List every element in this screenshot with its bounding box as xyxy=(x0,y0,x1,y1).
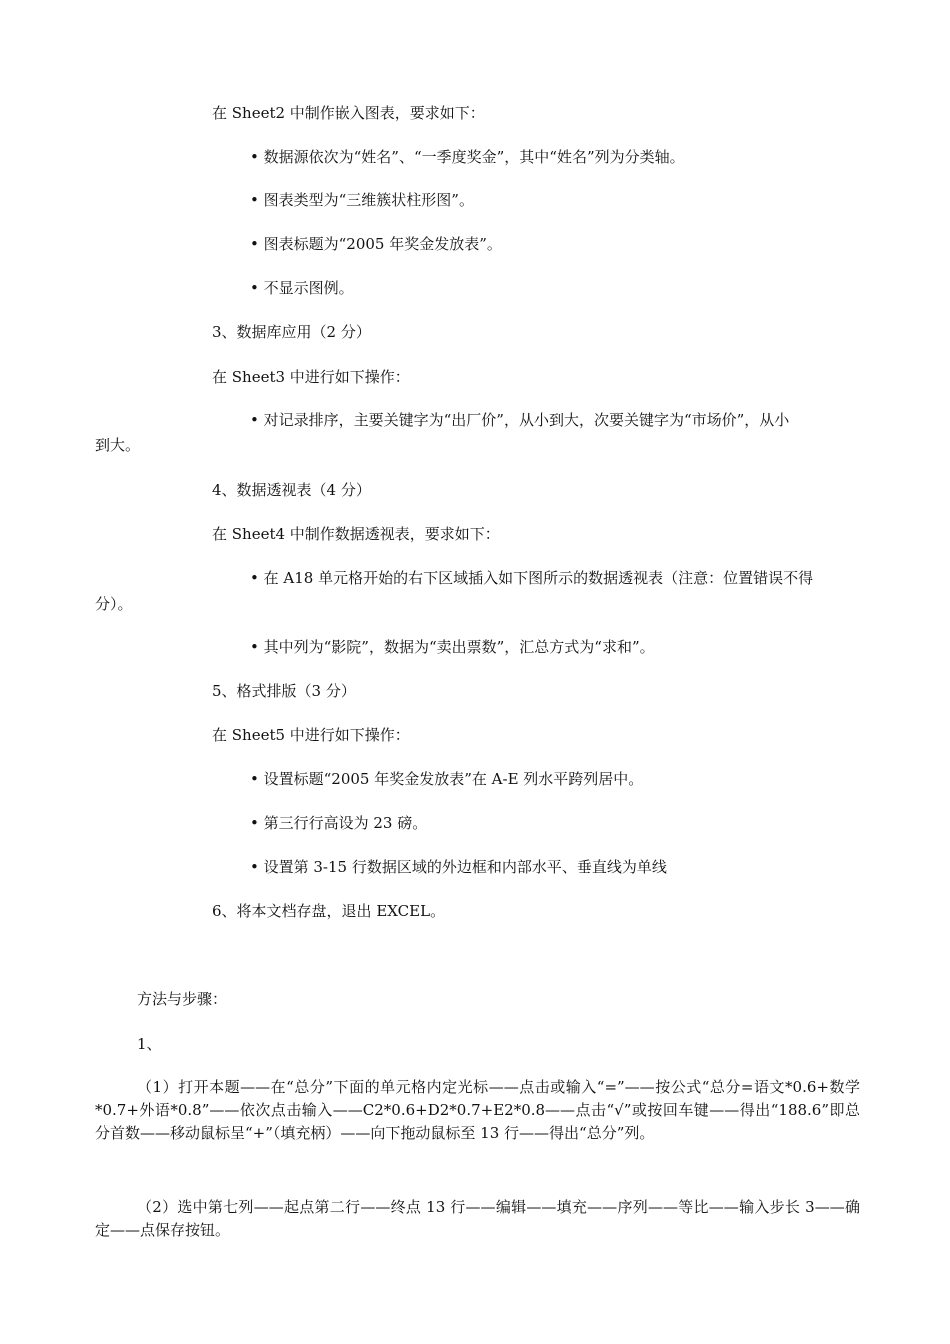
section5-heading: 5、格式排版（3 分） xyxy=(212,682,356,700)
section3-heading: 3、数据库应用（2 分） xyxy=(212,323,371,341)
section4-heading: 4、数据透视表（4 分） xyxy=(212,481,371,499)
sheet2-bullet-chart-title: • 图表标题为“2005 年奖金发放表”。 xyxy=(250,235,502,253)
method-heading: 方法与步骤： xyxy=(137,990,228,1008)
sheet2-intro: 在 Sheet2 中制作嵌入图表，要求如下： xyxy=(212,104,485,122)
section6-save-exit: 6、将本文档存盘，退出 EXCEL。 xyxy=(212,902,446,920)
sheet2-bullet-no-legend: • 不显示图例。 xyxy=(250,279,354,297)
sheet4-intro: 在 Sheet4 中制作数据透视表，要求如下： xyxy=(212,525,500,543)
step1-label: 1、 xyxy=(137,1035,162,1053)
step1-part1-paragraph: （1）打开本题——在“总分”下面的单元格内定光标——点击或输入“=”——按公式“总分=语文*0.6+数学*0.7+外语*0.8”——依次点击输入——C2*0.6+D2*0.7+E2*0.8——点击“√”或按回车键——得出“188.6”即总分首数——移动鼠标呈“+”（填充柄）——向下拖动鼠标至 13 行——得出“总分”列。 xyxy=(95,1078,860,1142)
sheet5-intro: 在 Sheet5 中进行如下操作： xyxy=(212,726,410,744)
sheet3-bullet-sort-line2: 到大。 xyxy=(95,436,141,454)
sheet4-bullet-columns: • 其中列为“影院”，数据为“卖出票数”，汇总方式为“求和”。 xyxy=(250,638,655,656)
sheet3-intro: 在 Sheet3 中进行如下操作： xyxy=(212,368,410,386)
sheet5-bullet-borders: • 设置第 3-15 行数据区域的外边框和内部水平、垂直线为单线 xyxy=(250,858,667,876)
step1-part2-paragraph: （2）选中第七列——起点第二行——终点 13 行——编辑——填充——序列——等比——输入步长 3——确定——点保存按钮。 xyxy=(95,1198,860,1239)
sheet2-bullet-chart-type: • 图表类型为“三维簇状柱形图”。 xyxy=(250,191,474,209)
sheet4-bullet-pivot-line2: 分）。 xyxy=(95,595,133,613)
sheet5-bullet-title-center: • 设置标题“2005 年奖金发放表”在 A-E 列水平跨列居中。 xyxy=(250,770,644,788)
sheet2-bullet-data-source: • 数据源依次为“姓名”、“一季度奖金”，其中“姓名”列为分类轴。 xyxy=(250,148,685,166)
sheet3-bullet-sort-line1: • 对记录排序，主要关键字为“出厂价”，从小到大，次要关键字为“市场价”，从小 xyxy=(250,411,790,429)
sheet4-bullet-pivot-line1: • 在 A18 单元格开始的右下区域插入如下图所示的数据透视表（注意：位置错误不得 xyxy=(250,569,814,587)
sheet5-bullet-row-height: • 第三行行高设为 23 磅。 xyxy=(250,814,428,832)
